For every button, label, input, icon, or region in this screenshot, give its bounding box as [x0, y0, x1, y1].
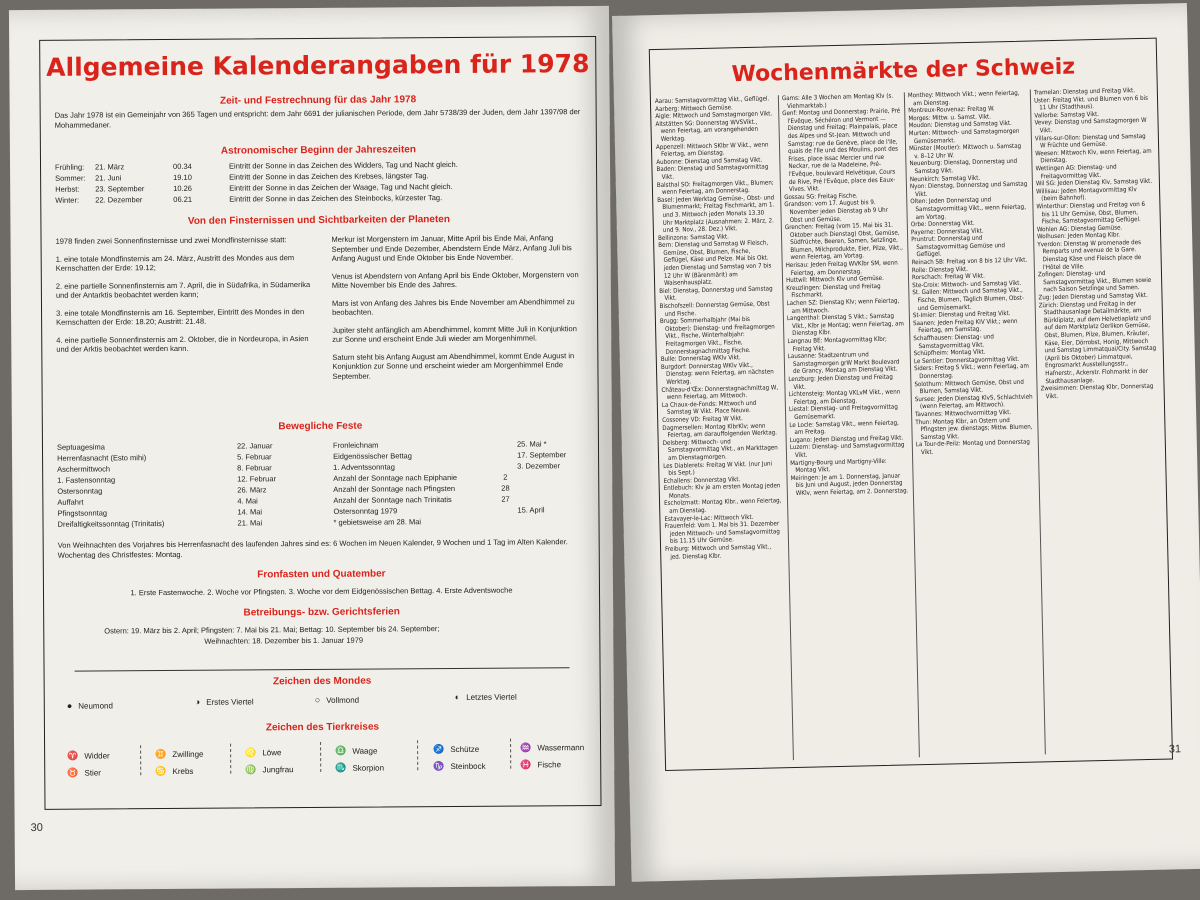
market-entry: Estavayer-le-Lac: Mittwoch Vikt. — [664, 513, 754, 523]
market-entry: St. Gallen: Mittwoch und Samstag Vikt., Fische, Blumen, Täglich Blumen, Obst- und Gemüsemarkt. — [912, 287, 1025, 312]
market-column — [655, 95, 788, 763]
market-entry: Montreux-Rouvenaz: Freitag W. — [908, 105, 995, 115]
market-entry: Lichtensteig: Montag VKLvM Vikt., wenn Feiertag, am Dienstag. — [788, 388, 901, 406]
season-time: 06.21 — [173, 194, 193, 204]
market-entry: Pruntrut: Donnerstag und Samstagvormittag Gemüse und Geflügel. — [911, 234, 1006, 259]
feast-name: Dreifaltigkeitssonntag (Trinitatis) — [57, 519, 165, 529]
market-entry: Bern: Dienstag und Samstag W Fleisch, Gemüse, Obst, Blumen, Fische, Geflügel, Käse und Pelze. Mai bis Okt. jeden Dienstag und Samstag von 7 bis 12 Uhr W (Bärenmärit) am Waisenhausplatz. — [658, 239, 772, 288]
gemini-icon: ♊ — [155, 749, 167, 760]
feast-name: Auffahrt — [57, 497, 84, 507]
market-entry: Schaffhausen: Dienstag- und Samstagvormittag Vikt. — [913, 333, 994, 350]
planet-text: Mars ist von Anfang des Jahres bis Ende November am Abendhimmel zu beobachten. — [331, 296, 575, 317]
market-entry: Delsberg: Mittwoch- und Samstagvormittag Vikt., an Markttagen am Dienstagmorgen. — [662, 438, 778, 462]
market-entry: Langenthal: Dienstag S Vikt.; Samstag Vikt., Klbr je Montag; wenn Feiertag, am Dienstag Klbr. — [786, 312, 904, 338]
market-entry: Aigle: Mittwoch und Samstagmorgen Vikt. — [655, 110, 773, 121]
zodiac-label: Krebs — [172, 766, 194, 776]
season-label: Herbst: — [55, 184, 80, 194]
market-entry: Herisau: Jeden Freitag WVKlbr SM, wenn Feiertag, am Donnerstag. — [785, 259, 898, 277]
market-entry: Villars-sur-Ollon: Dienstag und Samstag W Früchte und Gemüse. — [1034, 132, 1146, 150]
market-entry: Siders: Freitag S Vikt.; wenn Feiertag, am Donnerstag. — [914, 363, 1029, 381]
zodiac-sign — [433, 761, 485, 772]
zodiac-label: Zwillinge — [172, 749, 204, 759]
season-time: 00.34 — [172, 161, 192, 171]
season-date: 22. Dezember — [95, 195, 143, 205]
market-entry: Altstätten SG: Donnerstag WVSVikt., wenn Feiertag, am vorangehenden Werktag. — [655, 118, 759, 143]
market-entry: Brugg: Sommerhalbjahr (Mai bis Oktober): Dienstag- und Freitagmorgen Vikt., Fische, Winterhalbjahr: Freitagmorgen Vikt., Fische, Donnerstagnachmittag Fische. — [659, 316, 775, 356]
market-entry: Genf: Montag und Donnerstag: Prairie, Pré l'Evêque, Séchéron und Vermont — Dienstag und Freitag: Plainpalais, place des Alpes und St-Jean. Mittwoch und Samstag: rue de Genève, place de l'Ile, quais de l'Ile und des Moulins, pont des Frises, place Issac Mercier und rue Neckar, rue de la Madeleine, Pré-l'Evêque, boulevard Helvétique, Cours de Rive, Pré l'Evêque, place des Eaux-Vives. Vikt. — [782, 107, 901, 194]
market-entry: Wolhusen: Jeden Montag Klbr. — [1037, 231, 1121, 241]
market-entry: Balsthal SO: Freitagmorgen Vikt., Blumen; wenn Feiertag, am Donnerstag. — [656, 178, 774, 197]
market-entry: Solothurn: Mittwoch Gemüse, Obst und Blumen, Samstag Vikt. — [914, 378, 1024, 396]
separator — [230, 744, 231, 774]
feast-date: 26. März — [237, 485, 267, 495]
feast-date: 3. Dezember — [517, 461, 561, 471]
zodiac-label: Waage — [352, 746, 378, 756]
season-label: Frühling: — [55, 162, 85, 172]
season-label: Winter: — [55, 195, 80, 205]
heading-tierkreis: Zeichen des Tierkreises — [265, 721, 380, 734]
virgo-icon: ♍ — [245, 764, 257, 775]
right-page-frame — [649, 38, 1173, 771]
feast-date: 8. Februar — [237, 463, 272, 473]
heading-mond: Zeichen des Mondes — [272, 675, 372, 688]
new-moon-icon: ● — [66, 700, 73, 711]
heading-quatember: Fronfasten und Quatember — [257, 568, 386, 581]
market-entry: Freiburg: Mittwoch und Samstag Vikt., jed. Dienstag Klbr. — [665, 543, 772, 561]
market-entry: Le Sentier: Donnerstagvormittag Vikt. — [913, 355, 1020, 366]
market-entry: Aubonne: Dienstag und Samstag Vikt. — [656, 156, 763, 166]
market-entry: Aarberg: Mittwoch Gemüse. — [655, 103, 733, 113]
eclipse-item: 2. eine partielle Sonnenfinsternis am 7. April, die in Südafrika, in Südamerika und der Antarktis beobachtet werden kann; — [55, 279, 311, 300]
market-entry: Orbe: Donnerstag Vikt. — [910, 219, 975, 229]
market-entry: Zweisimmen: Dienstag Klbr, Donnerstag Vikt. — [1040, 382, 1154, 401]
zodiac-label: Skorpion — [352, 763, 385, 773]
market-entry: Lugano: Jeden Dienstag und Freitag Vikt. — [789, 434, 904, 444]
feast-row — [57, 507, 307, 518]
zodiac-label: Löwe — [262, 748, 282, 758]
feast-date: 14. Mai — [237, 507, 263, 517]
left-page-title: Allgemeine Kalenderangaben für 1978 — [46, 49, 590, 82]
ferien-line1: Ostern: 19. März bis 2. April; Pfingsten: 7. Mai bis 21. Mai; Bettag: 10. September bis 24. September; — [104, 624, 440, 636]
feast-date: 17. September — [517, 450, 567, 460]
zodiac-sign — [245, 747, 281, 758]
market-entry: Winterthur: Dienstag und Freitag von 6 bis 11 Uhr Gemüse, Obst, Blumen, Fische, Samstagvormittag Geflügel. — [1036, 200, 1146, 226]
feast-name: * gebietsweise am 28. Mai — [333, 517, 422, 527]
market-entry: Vevey: Dienstag und Samstagmorgen W Vikt. — [1034, 117, 1147, 135]
market-entry: Dagmersellen: Montag KlbrKlv; wenn Feiertag, am darauffolgenden Werktag. — [662, 422, 778, 439]
market-entry: Lachen SZ: Dienstag Klv; wenn Feiertag, am Mittwoch. — [786, 297, 900, 315]
left-page-frame — [39, 36, 601, 810]
feast-date: 28 — [501, 483, 510, 493]
market-entry: Lenzburg: Jeden Dienstag und Freitag Vikt. — [788, 373, 893, 391]
heading-finsternisse: Von den Finsternissen und Sichtbarkeiten der Planeten — [187, 214, 450, 227]
market-entry: Willisau: Jeden Montagvormittag Klv (beim Bahnhof). — [1036, 185, 1137, 203]
feast-name: Anzahl der Sonntage nach Pfingsten — [333, 484, 456, 494]
market-entry: Yverdon: Dienstag W promenade des Remparts und avenue de la Gare. Dienstag Käse und Fleisch place de l'Hôtel de Ville. — [1037, 238, 1142, 271]
market-entry: Entlebuch: Klv je am ersten Montag jeden Monats. — [663, 482, 781, 500]
market-entry: Payerne: Donnerstag Vikt. — [910, 227, 984, 236]
feast-date: 2 — [503, 472, 508, 482]
market-entry: Zug: Jeden Dienstag und Samstag Vikt. — [1038, 291, 1148, 302]
zodiac-sign — [520, 759, 561, 770]
planet-text: Merkur ist Morgenstern im Januar, Mitte April bis Ende Mai, Anfang September und Ende Dezember, Abendstern Ende März, Anfang Juli bis Anfang August und Ende Oktober bis Ende November. — [331, 233, 572, 263]
zodiac-sign — [335, 746, 377, 757]
eclipse-item: 3. eine totale Mondfinsternis am 16. September, Eintritt des Mondes in den Kernschatten der Erde: 18.20; Austritt: 21.48. — [56, 306, 305, 327]
zodiac-label: Stier — [84, 768, 101, 778]
finsternisse-right — [332, 233, 583, 381]
market-entry: Liestal: Dienstag- und Freitagvormittag Gemüsemarkt. — [788, 403, 898, 421]
zodiac-sign — [335, 763, 384, 774]
feast-name: 1. Fastensonntag — [57, 475, 116, 485]
feast-date: 22. Januar — [236, 441, 273, 451]
aries-icon: ♈ — [67, 750, 79, 761]
zodiac-label: Schütze — [450, 744, 480, 755]
market-entry: Schüpfheim: Montag Vikt. — [913, 348, 986, 358]
divider — [75, 667, 570, 671]
market-entry: Tramelan: Dienstag und Freitag Vikt. — [1033, 87, 1136, 97]
feast-name: Pfingstsonntag — [57, 508, 108, 518]
leo-icon: ♌ — [245, 747, 257, 758]
market-entry: Zürich: Dienstag und Freitag in der Stadthausanlage Detailmärkte, am Bürkliplatz, auf dem Helvetiaplatz und auf dem Marktplatz Oerlikon Gemüse, Obst, Blumen, Pilze, Blumen, Kräuter, Käse, Eier, Dörrobst, Honig, Mittwoch und Samstag Limmatquai/City. Samstag (April bis Oktober) Limmatquai, Engrosmarkt Ausstellungsstr., Hafnerstr., Ackerstr. Flohmarkt in der Stadthausanlage. — [1038, 299, 1157, 385]
quatember-text: 1. Erste Fastenwoche. 2. Woche vor Pfingsten. 3. Woche vor dem Eidgenössischen Bettag. 4. Erste Adventswoche — [130, 585, 513, 598]
feste-right-table — [333, 439, 589, 533]
market-entry: Vallorbe: Samstag Vikt. — [1034, 110, 1100, 120]
separator — [140, 745, 141, 775]
feast-row — [57, 452, 307, 463]
moon-label: Neumond — [78, 701, 113, 711]
season-desc: Eintritt der Sonne in das Zeichen des Steinbocks, kürzester Tag. — [229, 193, 443, 204]
feast-row — [56, 441, 307, 452]
zodiac-sign — [155, 766, 193, 777]
market-entry: Thun: Montag Klbr, an Ostern und Pfingsten jew. dienstags; Mittw. Blumen, Samstag Vikt. — [915, 416, 1033, 441]
market-entry: Baden: Dienstag und Samstagvormittag Vikt. — [656, 163, 769, 181]
market-entry: Weesen: Mittwoch Klv, wenn Feiertag, am Dienstag. — [1035, 147, 1152, 165]
market-entry: Burgdorf: Donnerstag WKlv Vikt., Dienstag: wenn Feiertag, am nächsten Werktag. — [660, 361, 774, 386]
market-entry: Langnau BE: Montagvormittag Klbr; Freitag Vikt. — [787, 335, 887, 353]
feast-row — [333, 505, 588, 516]
moon-sign — [315, 695, 359, 705]
eclipse-item: 4. eine partielle Sonnenfinsternis am 2. Oktober, die in Nordeuropa, in Asien und der Arktis beobachtet werden kann. — [56, 333, 309, 354]
feast-name: 1. Adventssonntag — [333, 462, 395, 472]
zodiac-label: Widder — [84, 751, 110, 761]
feast-name: Anzahl der Sonntage nach Epiphanie — [333, 472, 458, 483]
market-entry: La Tour-de-Peilz: Montag und Donnerstag Vikt. — [915, 438, 1031, 457]
planet-text: Saturn steht bis Anfang August am Abendhimmel, kommt Ende August in Konjunktion zur Sonne und erscheint wieder am Morgenhimmel Ende September. — [332, 350, 575, 381]
feast-name: Aschermittwoch — [57, 464, 111, 474]
market-entry: Saanen: Jeden Freitag KIV Vikt.; wenn Feiertag, am Samstag. — [912, 317, 1018, 335]
feast-name: Septuagesima — [56, 442, 105, 452]
market-entry: Bischofszell: Donnerstag Gemüse, Obst und Fische. — [659, 300, 770, 318]
feast-date: 27 — [501, 494, 510, 504]
feast-row — [57, 474, 307, 485]
feast-row — [333, 472, 588, 483]
zodiac-sign — [520, 742, 584, 753]
right-page-number: 31 — [1168, 743, 1182, 756]
market-entry: Neuenburg: Dienstag, Donnerstag und Samstag Vikt. — [909, 158, 1018, 176]
market-entry: Murten: Mittwoch- und Samstagmorgen Gemüsemarkt. — [908, 127, 1020, 145]
feast-row — [333, 494, 588, 505]
season-date: 21. Juni — [95, 173, 122, 183]
zodiac-label: Fische — [537, 760, 562, 770]
market-entry: Tavannes: Mittwochvormittag Vikt. — [915, 408, 1012, 419]
right-page-title: Wochenmärkte der Schweiz — [731, 54, 1076, 88]
market-entry: Gams: Alle 3 Wochen am Montag Klv (s. Viehmarktab.) — [781, 92, 894, 110]
heading-zeitrechnung: Zeit- und Festrechnung für das Jahr 1978 — [219, 94, 417, 107]
zodiac-sign — [67, 750, 110, 761]
moon-label: Vollmond — [326, 695, 360, 705]
market-entry: Wettingen AG: Dienstag- und Freitagvormittag Vikt. — [1035, 163, 1117, 180]
market-entry: Grenchen: Freitag (vom 15. Mai bis 31. Oktober auch Dienstag) Obst, Gemüse, Südfrüchte, Beeren, Samen, Setzlinge, Blumen, Milchprodukte, Eier, Pilze, Vikt., wenn Feiertag, am Vortag. — [784, 221, 903, 262]
feast-date: 15. April — [517, 505, 545, 515]
market-entry: Bellinzona: Samstag Vikt. — [657, 233, 730, 242]
market-entry: Zofingen: Dienstag- und Samstagvormittag Vikt., Blumen sowie nach Saison Setzlinge und Samen. — [1037, 270, 1152, 294]
season-time: 10.26 — [173, 183, 192, 193]
market-entry: Les Diablerets: Freitag W Vikt. (nur Juni bis Sept.) — [663, 459, 773, 477]
finsternisse-intro: 1978 finden zwei Sonnenfinsternisse und zwei Mondfinsternisse statt: — [55, 235, 287, 246]
market-entry: Frauenfeld: Vom 1. Mai bis 31. Dezember jeden Mittwoch- und Samstagvormittag bis 11.15 Uhr Gemüse. — [664, 520, 781, 546]
first-quarter-icon: ◑ — [194, 696, 201, 707]
feast-name: Ostersonntag 1979 — [333, 506, 398, 516]
feast-row — [57, 463, 307, 474]
feast-row — [333, 516, 588, 527]
market-entry: Basel: Jeden Werktag Gemüse-, Obst- und Blumenmarkt; Freitag Fischmarkt, am 1. und 3. Mittwoch jeden Monats 13.30 Uhr Marktplatz (Ausnahmen: 2. März, 2. und 9. Nov., 28. Dez.) Vikt. — [657, 194, 775, 234]
zodiac-sign — [245, 764, 293, 775]
planet-text: Jupiter steht anfänglich am Abendhimmel, kommt Mitte Juli in Konjunktion zur Sonne und erscheint Ende Juli wieder am Morgenhimmel. — [332, 323, 577, 344]
feast-row — [333, 461, 588, 472]
season-desc: Eintritt der Sonne in das Zeichen des Widders, Tag und Nacht gleich. — [228, 159, 458, 171]
heading-feste: Bewegliche Feste — [278, 420, 363, 433]
season-desc: Eintritt der Sonne in das Zeichen der Waage, Tag und Nacht gleich. — [229, 182, 453, 193]
market-entry: Meiringen: Je am 1. Donnerstag, Januar bis Juni und August, jeden Donnerstag WKlv, wenn Feiertag, am 2. Donnerstag. — [790, 472, 909, 497]
sagittarius-icon: ♐ — [433, 744, 445, 755]
market-entry: Reinach SB: Freitag von 8 bis 12 Uhr Vikt. — [911, 256, 1028, 267]
zodiac-label: Wassermann — [537, 743, 585, 753]
market-entry: Huttwil: Mittwoch Klv und Gemüse. — [785, 275, 884, 285]
feast-date: 4. Mai — [237, 496, 258, 506]
scorpio-icon: ♏ — [335, 762, 347, 773]
libra-icon: ♎ — [335, 745, 347, 756]
market-entry: Lausanne: Stadtzentrum und Samstagmorgen grW Markt Boulevard de Grancy, Montag am Dienstag Vikt. — [787, 351, 900, 376]
moon-sign — [67, 700, 113, 710]
feast-date: 5. Februar — [237, 452, 272, 462]
market-entry: Olten: Jeden Donnerstag und Samstagvormittag Vikt., wenn Feiertag, am Vortag. — [910, 196, 1027, 221]
pisces-icon: ♓ — [520, 759, 532, 770]
feast-row — [332, 439, 588, 450]
cancer-icon: ♋ — [155, 766, 167, 777]
feast-row — [57, 496, 307, 507]
market-entry: Nyon: Dienstag, Donnerstag und Samstag Vikt. — [909, 180, 1028, 198]
feast-date: 21. Mai — [237, 518, 263, 528]
left-page-number: 30 — [30, 821, 43, 834]
market-entry: Wil SG: Jeden Dienstag Klv, Samstag Vikt. — [1035, 177, 1153, 188]
season-desc: Eintritt der Sonne in das Zeichen des Krebses, längster Tag. — [229, 171, 429, 182]
separator — [417, 740, 418, 770]
eclipse-item: 1. eine totale Mondfinsternis am 24. März, Austritt des Mondes aus dem Kernschatten der Erde: 19.12; — [55, 252, 295, 273]
market-column — [908, 90, 1041, 758]
market-entry: Neunkirch: Samstag Vikt. — [909, 174, 981, 183]
market-entry: Rorschach: Freitag W Vikt. — [911, 272, 985, 282]
market-entry: Monthey: Mittwoch Vikt.; wenn Feiertag, am Dienstag. — [907, 89, 1020, 107]
market-entry: Wohlen AG: Dienstag Gemüse. — [1036, 224, 1123, 234]
feste-left-table — [57, 441, 308, 535]
feast-row — [57, 518, 307, 529]
market-entry: Cossoney VD: Freitag W Vikt. — [662, 415, 743, 424]
zodiac-sign — [433, 744, 479, 755]
moon-sign — [455, 692, 517, 702]
season-time: 19.10 — [173, 172, 192, 182]
aquarius-icon: ♒ — [520, 742, 532, 753]
market-entry: Uster: Freitag Vikt. und Blumen von 6 bis 11 Uhr (Stadthaus). — [1033, 94, 1149, 112]
finsternisse-left — [56, 235, 312, 354]
feast-row — [57, 485, 307, 496]
market-entry: Martigny-Bourg und Martigny-Ville: Montag Vikt. — [790, 457, 887, 475]
market-entry: Kreuzlingen: Dienstag und Freitag Fischmarkt. — [786, 282, 881, 300]
feast-name: Ostersonntag — [57, 486, 103, 496]
separator — [510, 739, 511, 769]
market-entry: Château-d'Œx: Donnerstagnachmittag W, wenn Feiertag, am Mittwoch. — [661, 383, 779, 402]
market-entry: Sursee: Jeden Dienstag KlvS, Schlachtvieh (wenn Feiertag, am Mittwoch). — [914, 393, 1033, 411]
market-entry: Escholzmatt: Montag Klbr., wenn Feiertag, am Dienstag. — [664, 497, 782, 515]
heading-jahreszeiten: Astronomischer Beginn der Jahreszeiten — [220, 144, 416, 157]
feast-name: Fronleichnam — [332, 440, 379, 450]
feast-date: 25. Mai * — [516, 439, 547, 449]
zodiac-sign — [155, 749, 203, 760]
feast-name: Herrenfasnacht (Esto mihi) — [57, 453, 147, 463]
season-date: 23. September — [95, 184, 145, 194]
market-entry: Grandson: vom 17. August bis 9. November jeden Dienstag ab 9 Uhr Obst und Gemüse. — [784, 199, 889, 224]
capricorn-icon: ♑ — [433, 761, 445, 772]
jahreszeiten-table — [55, 159, 585, 209]
feast-row — [333, 483, 588, 494]
moon-label: Letztes Viertel — [466, 692, 517, 702]
zodiac-label: Steinbock — [450, 761, 486, 772]
market-entry: Biel: Dienstag, Donnerstag und Samstag Vikt. — [659, 285, 773, 303]
season-date: 21. März — [95, 162, 125, 172]
feast-name: Eidgenössischer Bettag — [333, 451, 412, 461]
market-entry: Luzern: Dienstag- und Samstagvormittag Vikt. — [789, 441, 905, 459]
market-entry: Morges: Mittw. u. Samst. Vikt. — [908, 113, 992, 123]
market-entry: Münster (Moutier): Mittwoch u. Samstag v. 8–12 Uhr W. — [909, 142, 1022, 160]
left-page — [9, 6, 615, 890]
zeitrechnung-text: Das Jahr 1978 ist ein Gemeinjahr von 365 Tagen und entspricht: dem Jahr 6691 der julianischen Periode, dem Jahr 5738/39 der Juden, dem Jahr 1397/98 der Mohammedaner. — [54, 107, 581, 130]
market-entry: Moudon: Dienstag und Samstag Vikt. — [908, 120, 1012, 130]
zodiac-sign — [67, 767, 101, 778]
season-label: Sommer: — [55, 173, 86, 183]
market-entry: Appenzell: Mittwoch SKlbr W Vikt., wenn Feiertag, am Dienstag. — [655, 141, 769, 159]
market-column — [1034, 87, 1167, 755]
heading-ferien: Betreibungs- bzw. Gerichtsferien — [243, 606, 400, 619]
market-entry: Rolle: Dienstag Vikt. — [911, 265, 969, 274]
moon-label: Erstes Viertel — [206, 697, 254, 707]
feast-name: Anzahl der Sonntage nach Trinitatis — [333, 495, 452, 505]
feast-date: 12. Februar — [237, 474, 277, 484]
market-column — [782, 92, 915, 760]
market-entry: Le Locle: Samstag Vikt., wenn Feiertag, am Freitag. — [789, 419, 899, 437]
market-entry: La Chaux-de-Fonds: Mittwoch und Samstag W Vikt. Place Neuve. — [661, 399, 757, 417]
market-entry: Aarau: Samstagvormittag Vikt., Geflügel. — [654, 95, 770, 106]
ferien-line2: Weihnachten: 18. Dezember bis 1. Januar 1979 — [204, 635, 364, 646]
last-quarter-icon: ◐ — [454, 691, 461, 703]
feste-footer: Von Weihnachten des Vorjahres bis Herrenfasnacht des laufenden Jahres sind es: 6 Wochen im Neuen Kalender, 9 Wochen und 1 Tag im Alten Kalender. Wochentag des Christfestes: Montag. — [57, 537, 568, 560]
separator — [320, 742, 321, 772]
taurus-icon: ♉ — [67, 767, 79, 778]
zodiac-label: Jungfrau — [262, 765, 294, 775]
market-entry: Bulle: Donnerstag WKlv Vikt. — [660, 354, 741, 364]
market-entry: Echallens: Donnerstag Vikt. — [663, 475, 741, 485]
full-moon-icon: ○ — [314, 694, 321, 705]
planet-text: Venus ist Abendstern von Anfang April bis Ende Oktober, Morgenstern von Mitte November bis Ende des Jahres. — [331, 269, 579, 290]
right-page — [612, 3, 1200, 882]
feast-row — [333, 450, 588, 461]
moon-sign — [195, 696, 254, 706]
market-entry: Ste-Croix: Mittwoch- und Samstag Vikt. — [912, 279, 1022, 290]
market-entry: St-Imier: Dienstag und Freitag Vikt. — [912, 310, 1011, 320]
market-entry: Gossau SG: Freitag Fische. — [784, 192, 858, 201]
